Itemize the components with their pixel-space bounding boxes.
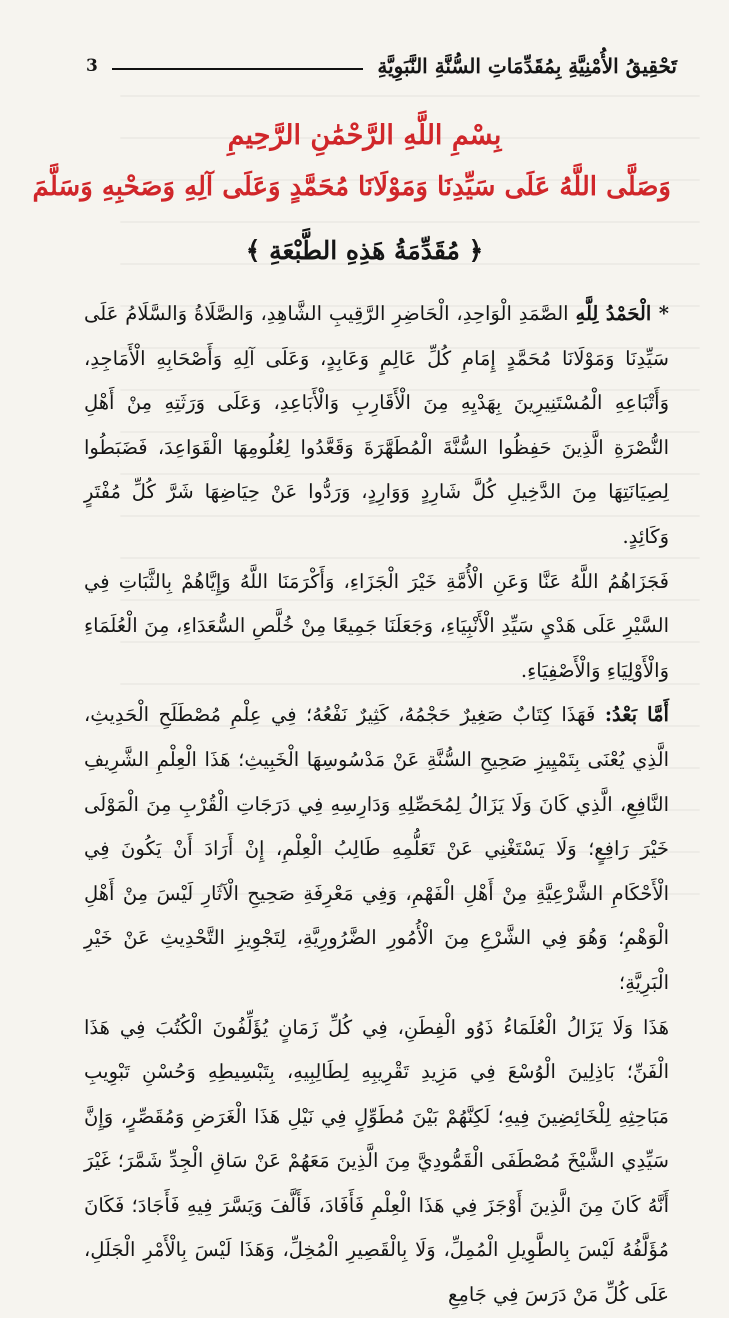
- paragraph: [84, 693, 669, 1005]
- paragraph-text: هَذَا وَلَا يَزَالُ الْعُلَمَاءُ ذَوُو الْفِطَنِ، فِي كُلِّ زَمَانٍ يُؤَلِّفُونَ الْكُتُبَ فِي هَذَا الْفَنِّ؛ بَاذِلِينَ الْوُسْعَ فِي مَزِيدِ تَقْرِيبِهِ لِطَالِبِيهِ، بِتَبْسِيطِهِ وَحُسْنِ تَبْوِيبِ مَبَاحِثِهِ لِلْخَائِضِينَ فِيهِ؛ لَكِنَّهُمْ بَيْنَ مُطَوِّلٍ فِي نَيْلِ هَذَا الْغَرَضِ وَمُقَصِّرٍ، وَإِنَّ سَيِّدِي الشَّيْخَ مُصْطَفَى الْقَمُّودِيَّ مِنَ الَّذِينَ مَعَهُمْ عَنْ سَاقِ الْجِدِّ شَمَّرَ؛ غَيْرَ أَنَّهُ كَانَ مِنَ الَّذِينَ أَوْجَزَ فِي هَذَا الْعِلْمِ فَأَفَادَ، فَأَلَّفَ وَيَسَّرَ فِيهِ فَأَجَادَ؛ فَكَانَ مُؤَلَّفُهُ لَيْسَ بِالطَّوِيلِ الْمُمِلِّ، وَلَا بِالْقَصِيرِ الْمُخِلِّ، وَهَذَا لَيْسَ بِالْأَمْرِ الْجَلَلِ، عَلَى كُلِّ مَنْ دَرَسَ فِي جَامِعِ: [84, 1015, 669, 1307]
- page-number: 3: [86, 56, 98, 76]
- paragraph-text: الصَّمَدِ الْوَاحِدِ، الْحَاضِرِ الرَّقِيبِ الشَّاهِدِ، وَالصَّلَاةُ وَالسَّلَامُ عَلَى سَيِّدِنَا وَمَوْلَانَا مُحَمَّدٍ إِمَامِ كُلِّ عَالِمٍ وَعَابِدٍ، وَعَلَى آلِهِ وَأَصْحَابِهِ الْأَمَاجِدِ، وَأَتْبَاعِهِ الْمُسْتَنِيرِينَ بِهَدْيِهِ مِنَ الْأَقَارِبِ وَالْأَبَاعِدِ، وَعَلَى وَرَثَتِهِ مِنْ أَهْلِ النُّصْرَةِ الَّذِينَ حَفِظُوا السُّنَّةَ الْمُطَهَّرَةَ وَقَعَّدُوا لِعُلُومِهَا الْقَوَاعِدَ، فَضَبَطُوا لِصِيَانَتِهَا مِنَ الدَّخِيلِ كُلَّ شَارِدٍ وَوَارِدٍ، وَرَدُّوا عَنْ حِيَاضِهَا شَرَّ كُلِّ مُفْتَرٍ وَكَائِدٍ.: [84, 302, 669, 548]
- paragraph-text: فَجَزَاهُمُ اللَّهُ عَنَّا وَعَنِ الْأُمَّةِ خَيْرَ الْجَزَاءِ، وَأَكْرَمَنَا اللَّهُ وَإِيَّاهُمْ بِالثَّبَاتِ فِي السَّيْرِ عَلَى هَدْيِ سَيِّدِ الْأَنْبِيَاءِ، وَجَعَلَنَا جَمِيعًا مِنْ خُلَّصِ السُّعَدَاءِ، مِنَ الْعُلَمَاءِ وَالْأَوْلِيَاءِ وَالْأَصْفِيَاءِ.: [84, 569, 669, 682]
- book-title: تَحْقِيقُ الأُمْنِيَّةِ بِمُقَدِّمَاتِ السُّنَّةِ النَّبَوِيَّةِ: [377, 54, 677, 78]
- section-heading: ﴿ مُقَدِّمَةُ هَذِهِ الطَّبْعَةِ ﴾: [245, 236, 484, 265]
- paragraph-text: فَهَذَا كِتَابٌ صَغِيرٌ حَجْمُهُ، كَثِيرٌ نَفْعُهُ؛ فِي عِلْمِ مُصْطَلَحِ الْحَدِيثِ، الَّذِي يُعْنَى بِتَمْيِيزِ صَحِيحِ السُّنَّةِ عَنْ مَدْسُوسِهَا الْخَبِيثِ؛ هَذَا الْعِلْمِ الشَّرِيفِ النَّافِعِ، الَّذِي كَانَ وَلَا يَزَالُ لِمُحَصِّلِهِ وَدَارِسِهِ فِي دَرَجَاتِ الْقُرْبِ مِنَ الْمَوْلَى خَيْرَ رَافِعٍ؛ وَلَا يَسْتَغْنِي عَنْ تَعَلُّمِهِ طَالِبُ الْعِلْمِ، إِنْ أَرَادَ أَنْ يَكُونَ فِي الْأَحْكَامِ الشَّرْعِيَّةِ مِنْ أَهْلِ الْفَهْمِ، وَفِي مَعْرِفَةِ صَحِيحِ الْآثَارِ لَيْسَ مِنْ أَهْلِ الْوَهْمِ؛ وَهُوَ فِي الشَّرْعِ مِنَ الْأُمُورِ الضَّرُورِيَّةِ، لِتَجْوِيزِ التَّحْدِيثِ عَنْ خَيْرِ الْبَرِيَّةِ؛: [84, 703, 669, 994]
- paragraph: [84, 1006, 669, 1318]
- paragraph-lead: أَمَّا بَعْدُ:: [604, 703, 669, 727]
- running-header: [86, 46, 677, 86]
- basmala: بِسْمِ اللَّهِ الرَّحْمَٰنِ الرَّحِيمِ: [227, 120, 502, 151]
- salutation: وَصَلَّى اللَّهُ عَلَى سَيِّدِنَا وَمَوْلَانَا مُحَمَّدٍ وَعَلَى آلِهِ وَصَحْبِهِ وَسَلَّمَ: [32, 172, 671, 202]
- body-text: [84, 292, 669, 1318]
- header-rule: [112, 68, 364, 70]
- paragraph: [84, 292, 669, 560]
- paragraph-lead: * الْحَمْدُ لِلَّهِ: [575, 302, 669, 325]
- paragraph: [84, 560, 669, 694]
